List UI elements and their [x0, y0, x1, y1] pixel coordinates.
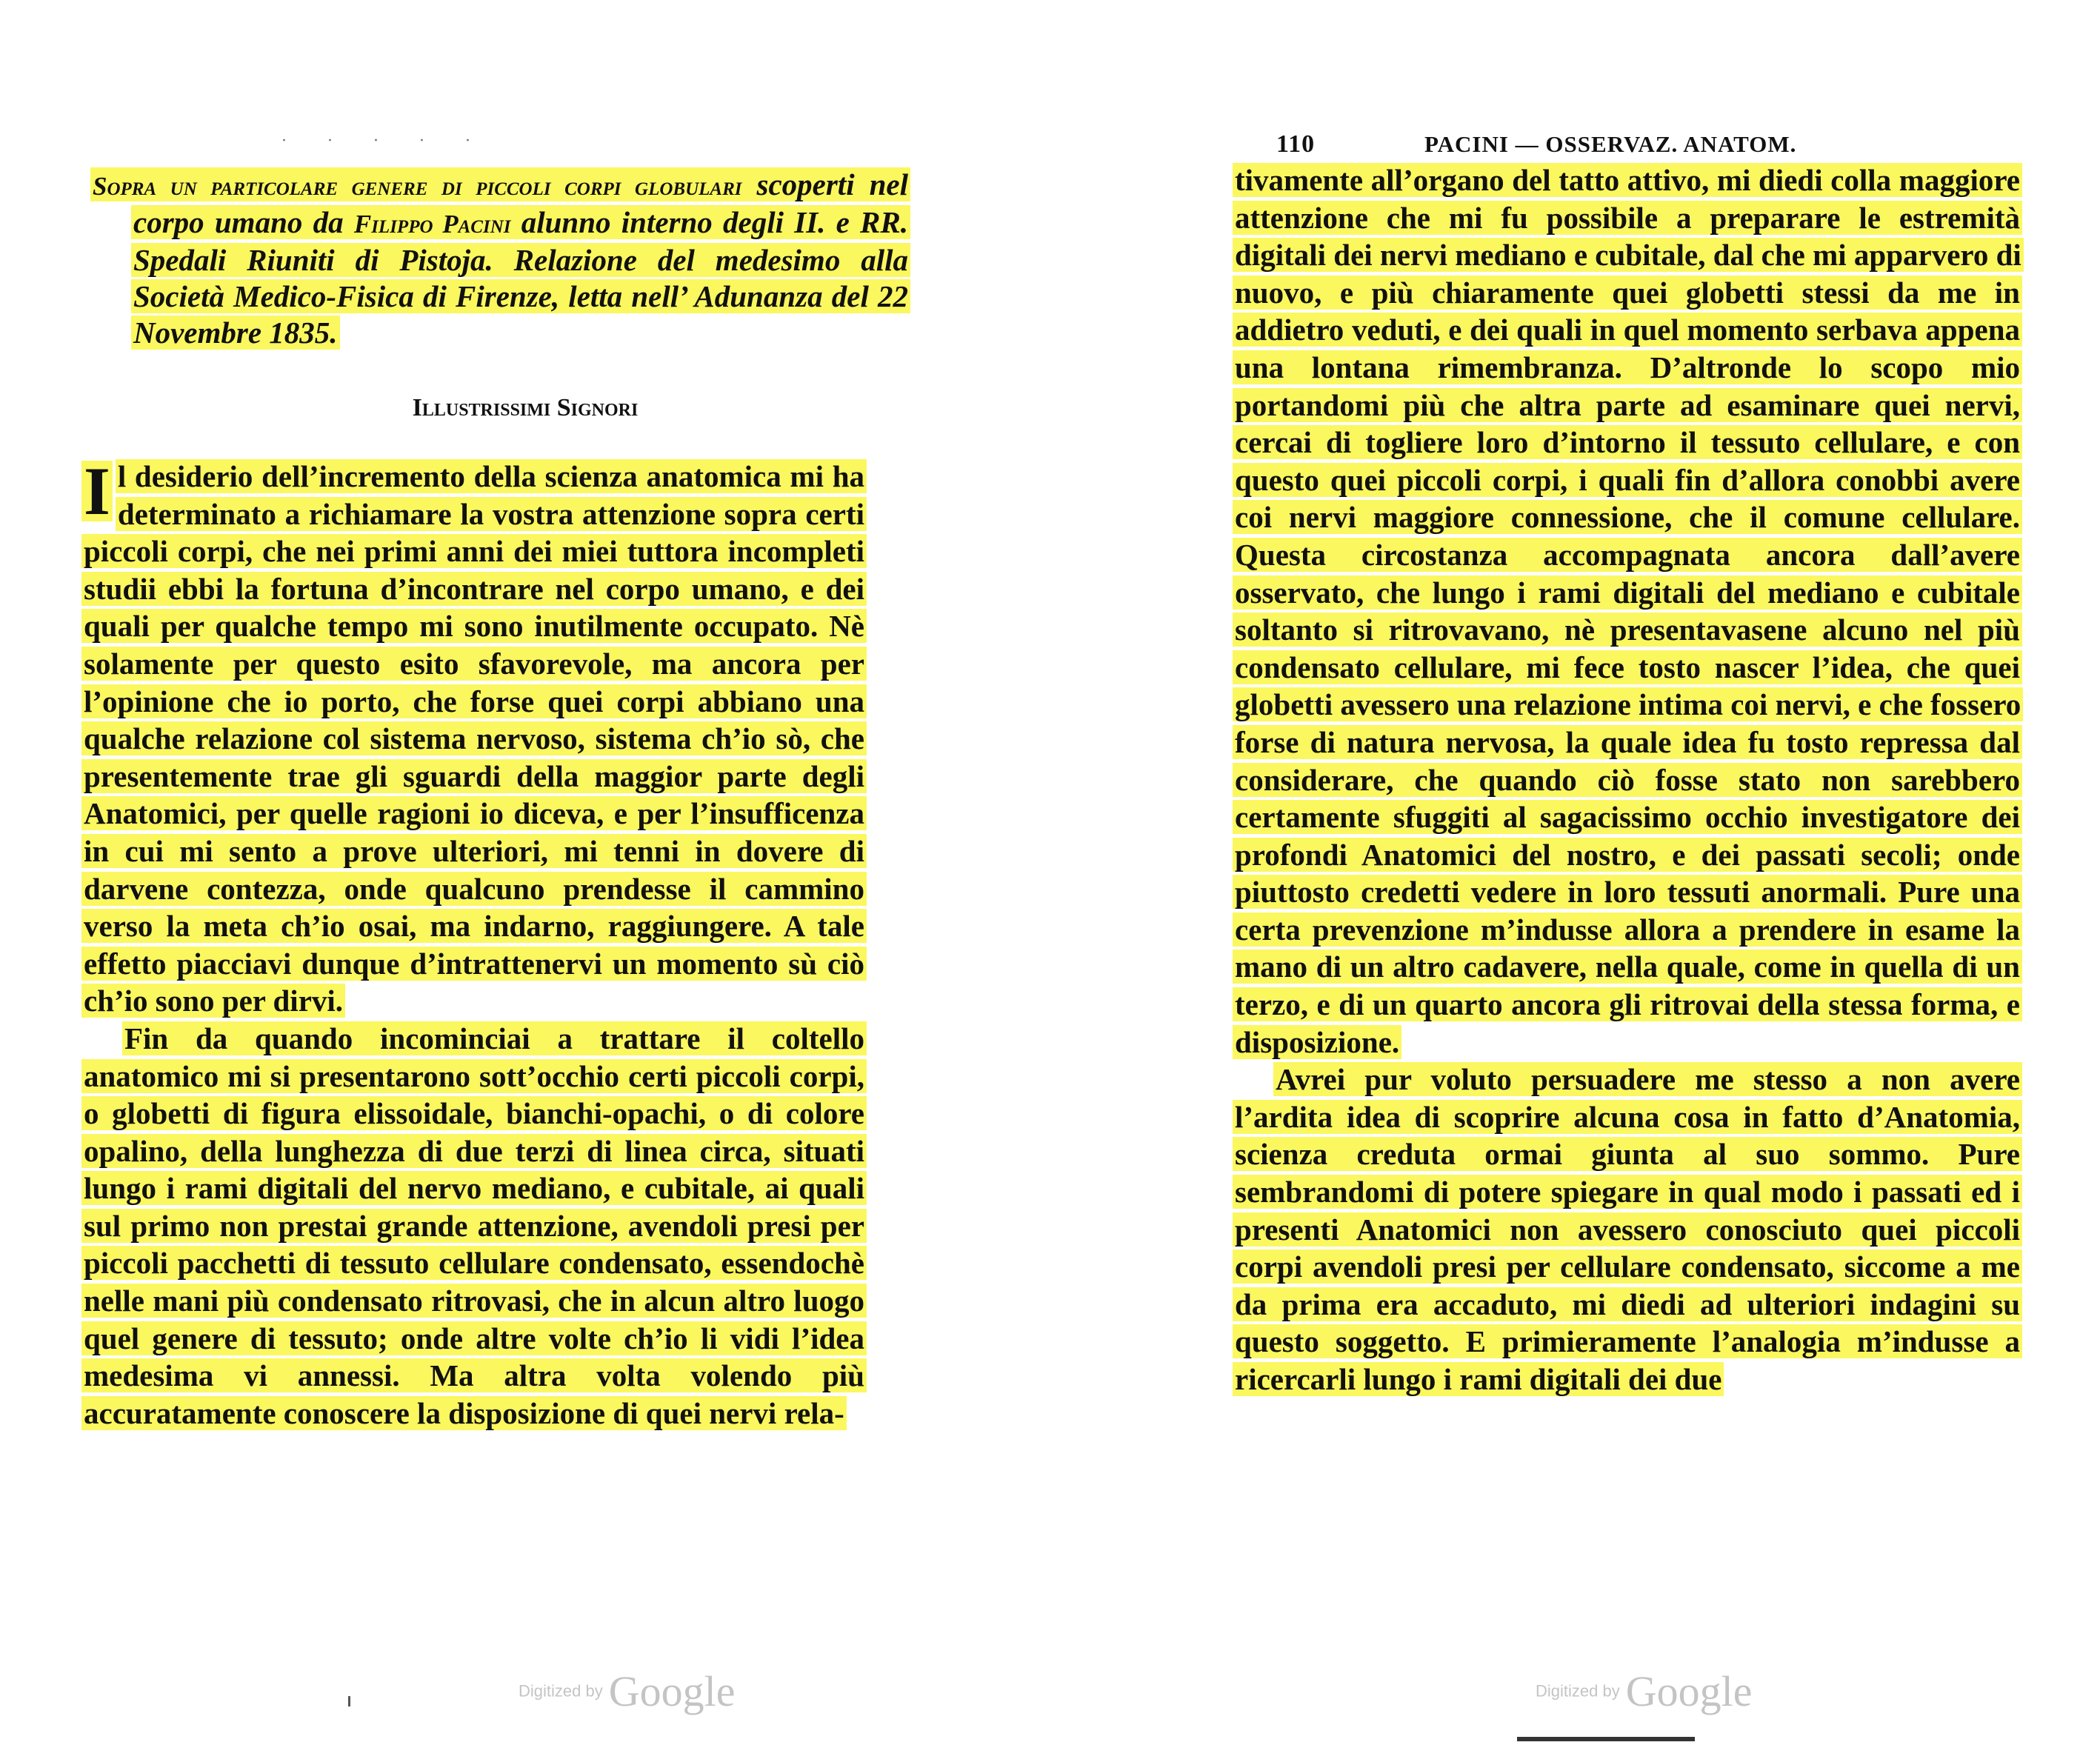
left-body-text [81, 453, 867, 1432]
title-smallcaps-head: Sopra un particolare genere di piccoli corpi globulari [93, 172, 742, 201]
running-head [1276, 130, 2061, 159]
article-title [90, 167, 910, 351]
paragraph-4-text: Avrei pur voluto persuadere me stesso a non avere l’ardita idea di scoprire alcuna cosa in fatto d’Anatomia, scienza creduta ormai giunta al suo sommo. Pure sembrandomi di potere spiegare in qual modo i passati ed i presenti Anatomici non avessero conosciuto quei piccoli corpi avendoli presi per cellulare condensato, siccome a me da prima era accaduto, mi diedi ad ulteriori indagini su questo soggetto. E primieramente l’analogia m’indusse a ricercarli lungo i rami digitali dei due [1233, 1062, 2022, 1396]
right-page [1050, 0, 2100, 1745]
scan-mark [348, 1696, 350, 1706]
salutation: Illustrissimi Signori [412, 394, 639, 421]
title-line-rest: scoperti nel corpo umano da [133, 167, 908, 239]
paragraph-3-text: tivamente all’organo del tatto attivo, mi diedi colla maggiore attenzione che mi fu possibile a preparare le estremità digitali dei nervi mediano e cubitale, dal che mi apparvero di nuovo, e più chiaramente quei globetti stessi da me in addietro veduti, e dei quali in quel momento serbava appena una lontana rimembranza. D’altronde lo scopo mio portandomi più che altra parte ad esaminare quei nervi, cercai di togliere loro d’intorno il tessuto cellulare, e con questo quei piccoli corpi, i quali fin d’allora conobbi avere coi nervi maggiore connessione, che il comune cellulare. Questa circostanza accompagnata ancora dall’avere osservato, che lungo i rami digitali del mediano e cubitale soltanto si ritrovavano, nè presentavasene alcuno nel più condensato cellulare, mi fece tosto nascer l’idea, che quei globetti avessero una relazione intima coi nervi, e che fossero forse di natura nervosa, la quale idea fu tosto repressa dal considerare, che quando ciò fosse stato non sarebbero certamente sfuggiti al sagacissimo occhio investigatore dei profondi Anatomici del nostro, e dei passati secoli; onde piuttosto credetti vedere in loro tessuti anormali. Pure una certa prevenzione m’indusse allora a prendere in esame la mano di un altro cadavere, nella quale, come in quella di un terzo, e di un quarto ancora gli ritrovai della stessa forma, e disposizione. [1233, 163, 2024, 1059]
paragraph-1-text: l desiderio dell’incremento della scienza anatomica mi ha determinato a richiamare la vostra attenzione sopra certi piccoli corpi, che nei primi anni dei miei tuttora incompleti studii ebbi la fortuna d’incontrare nel corpo umano, e dei quali per qualche tempo mi sono inutilmente occupato. Nè solamente per questo esito sfavorevole, ma ancora per l’opinione che io porto, che forse quei corpi abbiano una qualche relazione col sistema nervoso, sistema ch’io sò, che presentemente trae gli sguardi della maggior parte degli Anatomici, per quelle ragioni io diceva, e per l’insufficenza in cui mi sento a prove ulteriori, mi tenni in dovere di darvene contezza, onde qualcuno prendesse il cammino verso la meta ch’io osai, ma indarno, raggiungere. A tale effetto piacciavi dunque d’intrattenervi un momento sù ciò ch’io sono per dirvi. [81, 459, 867, 1018]
scan-specks: · · · · · [281, 132, 488, 150]
paragraph-1 [81, 453, 867, 1020]
watermark-prefix: Digitized by [519, 1681, 603, 1701]
google-watermark-right [1536, 1666, 1752, 1716]
right-body-text [1233, 161, 2022, 1398]
paragraph-2 [81, 1020, 867, 1432]
paragraph-3 [1233, 161, 2022, 1061]
page-number: 110 [1276, 130, 1316, 158]
title-author: Filippo Pacini [353, 210, 511, 238]
running-head-text: PACINI — OSSERVAZ. ANATOM. [1424, 131, 1797, 157]
google-logo-right: Google [1625, 1667, 1753, 1715]
google-watermark [519, 1666, 735, 1716]
scan-edge-bar [1517, 1737, 1695, 1741]
drop-cap: I [81, 461, 113, 521]
paragraph-2-text: Fin da quando incominciai a trattare il coltello anatomico mi si presentarono sott’occhio certi piccoli corpi, o globetti di figura elissoidale, bianchi-opachi, o di colore opalino, della lunghezza di due terzi di linea circa, situati lungo i rami digitali del nervo mediano, e cubitale, ai quali sul primo non prestai grande attenzione, avendoli presi per piccoli pacchetti di tessuto cellulare condensato, essendochè nelle mani più condensato ritrovasi, che in alcun altro luogo quel genere di tessuto; onde altre volte ch’io li vidi l’idea medesima vi annessi. Ma altra volta volendo più accuratamente conoscere la disposizione di quei nervi rela- [81, 1021, 867, 1430]
title-after-author: alunno interno degli II. e RR. Spedali Riuniti di Pistoja. Relazione del medesimo alla Società Medico-Fisica di Firenze, letta nell’ Adunanza del 22 Novembre 1835. [133, 205, 909, 350]
google-logo: Google [608, 1667, 736, 1715]
paragraph-4 [1233, 1061, 2022, 1398]
watermark-prefix-right: Digitized by [1536, 1681, 1620, 1701]
